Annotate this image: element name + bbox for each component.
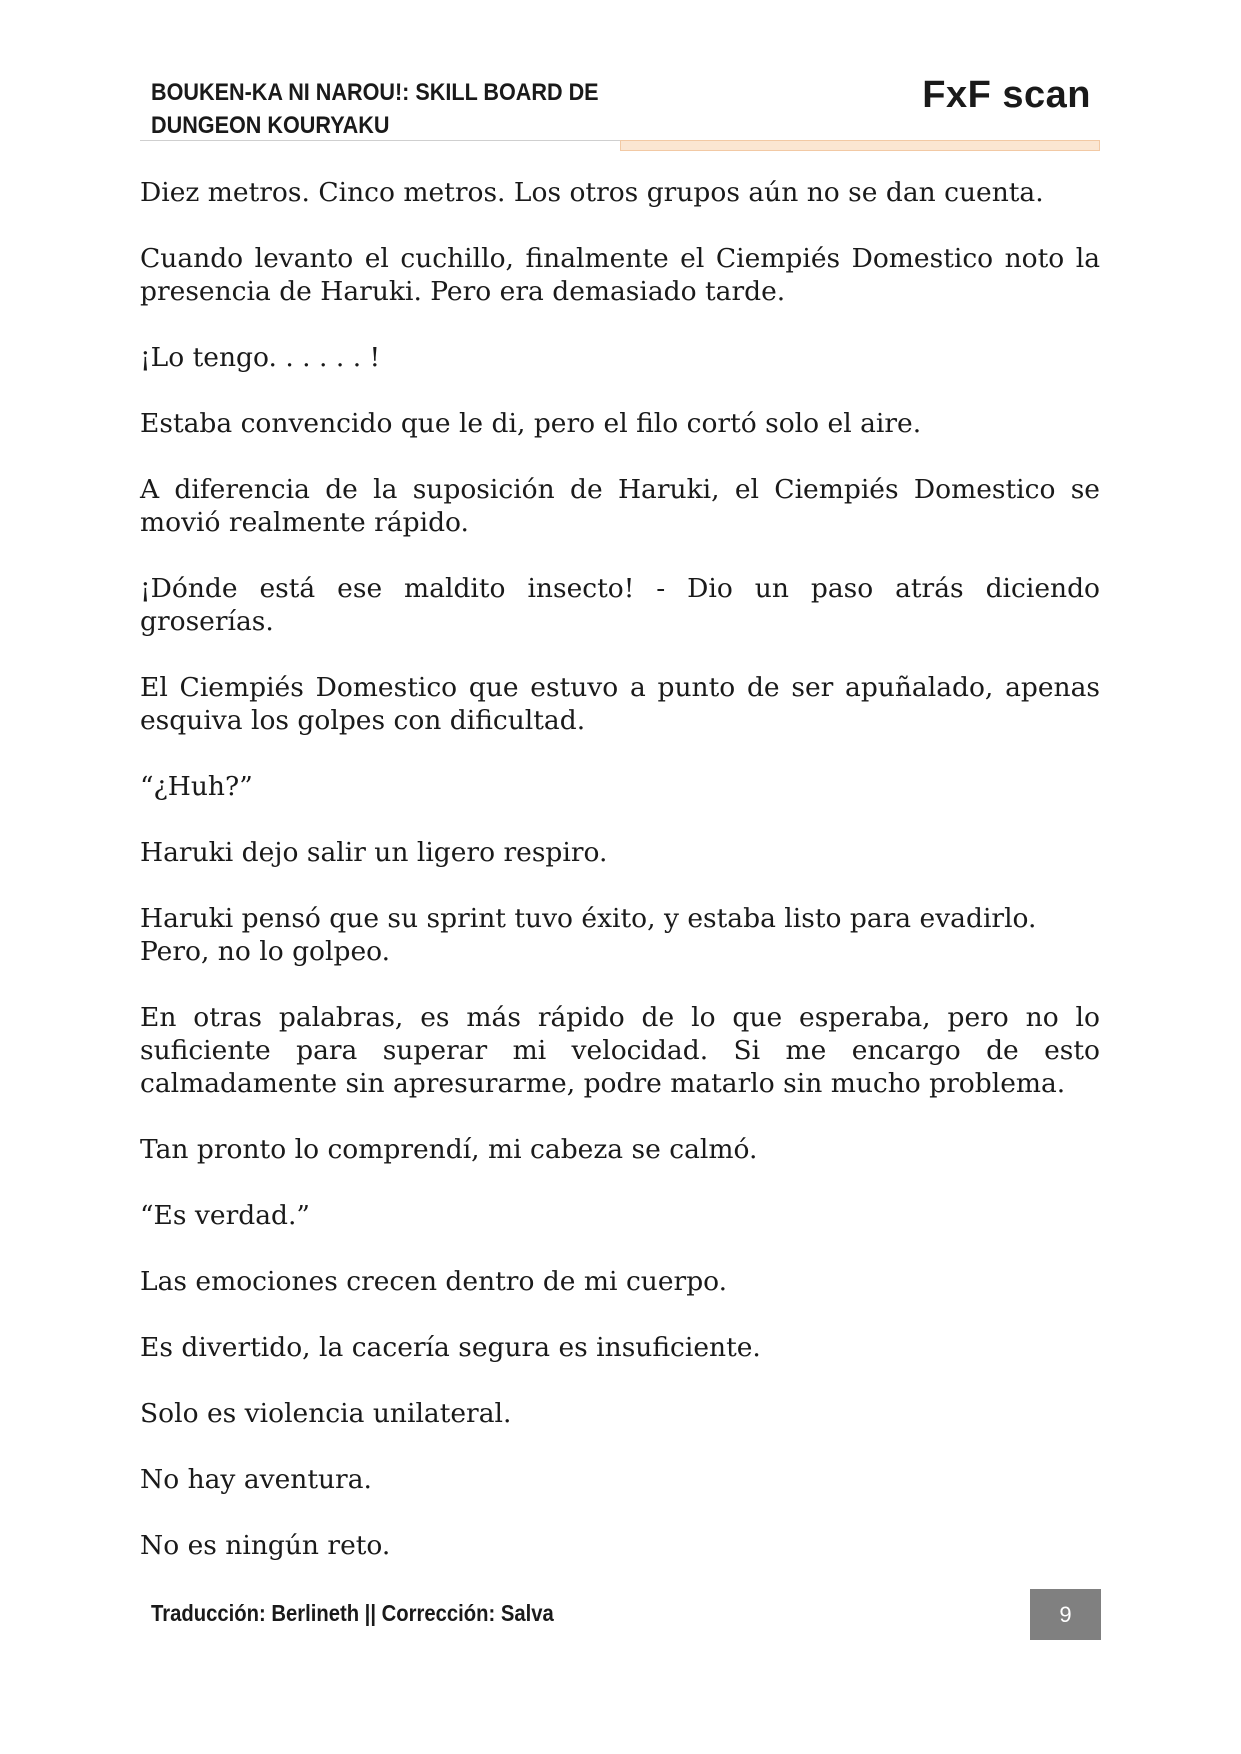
header-accent-band [620, 140, 1100, 151]
paragraph: No hay aventura. [140, 1464, 372, 1495]
document-title-line-1: BOUKEN-KA NI NAROU!: SKILL BOARD DE [151, 79, 599, 106]
paragraph: Cuando levanto el cuchillo, finalmente el Ciempiés Domestico noto la presencia de Haruki. Pero era demasiado tarde. [140, 243, 1100, 307]
paragraph [140, 902, 1100, 968]
paragraph: Tan pronto lo comprendí, mi cabeza se calmó. [140, 1134, 758, 1165]
header-divider [140, 140, 620, 141]
paragraph: Estaba convencido que le di, pero el filo cortó solo el aire. [140, 408, 922, 439]
page-body [140, 176, 1100, 1595]
scanlation-brand: FxF scan [922, 74, 1091, 116]
paragraph: ¡Dónde está ese maldito insecto! - Dio un paso atrás diciendo groserías. [140, 573, 1100, 637]
paragraph: Haruki dejo salir un ligero respiro. [140, 837, 608, 868]
paragraph: Solo es violencia unilateral. [140, 1398, 512, 1429]
page-number-badge: 9 [1030, 1589, 1101, 1640]
paragraph: Diez metros. Cinco metros. Los otros grupos aún no se dan cuenta. [140, 177, 1044, 208]
paragraph: No es ningún reto. [140, 1530, 391, 1561]
document-title [151, 76, 601, 142]
paragraph: A diferencia de la suposición de Haruki, el Ciempiés Domestico se movió realmente rápido. [140, 474, 1100, 538]
paragraph: Es divertido, la cacería segura es insuficiente. [140, 1332, 761, 1363]
paragraph: ¡Lo tengo. . . . . . ! [140, 342, 381, 373]
paragraph: El Ciempiés Domestico que estuvo a punto de ser apuñalado, apenas esquiva los golpes con dificultad. [140, 672, 1100, 736]
document-title-line-2: DUNGEON KOURYAKU [151, 112, 390, 139]
paragraph-line: Pero, no lo golpeo. [140, 936, 391, 967]
paragraph: “¿Huh?” [140, 771, 253, 802]
footer-credits: Traducción: Berlineth || Corrección: Salva [151, 1600, 554, 1626]
paragraph: “Es verdad.” [140, 1200, 310, 1231]
paragraph: Las emociones crecen dentro de mi cuerpo. [140, 1266, 728, 1297]
paragraph: En otras palabras, es más rápido de lo que esperaba, pero no lo suficiente para superar mi velocidad. Si me encargo de esto calmadamente sin apresurarme, podre matarlo sin mucho problema. [140, 1002, 1100, 1099]
paragraph-line: Haruki pensó que su sprint tuvo éxito, y estaba listo para evadirlo. [140, 903, 1037, 934]
